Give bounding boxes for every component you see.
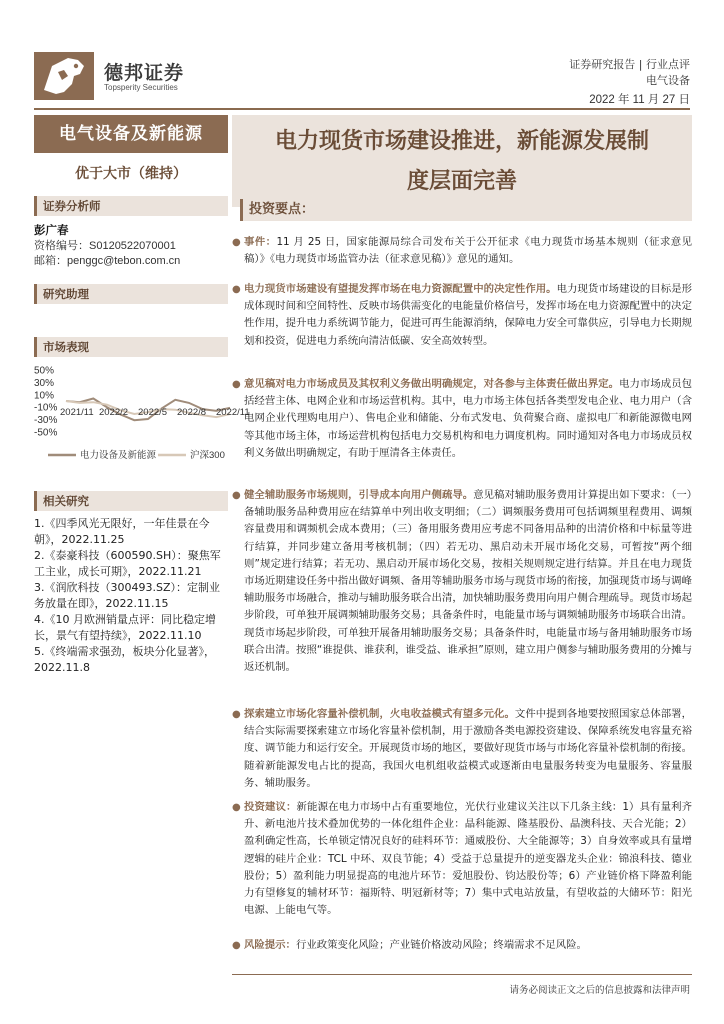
y-tick-label: -30% — [34, 415, 58, 427]
related-item[interactable]: 3.《润欣科技（300493.SZ）：定制业务放量在即》，2022.11.15 — [34, 581, 221, 610]
footer-disclaimer: 请务必阅读正文之后的信息披露和法律声明 — [509, 985, 690, 996]
investment-highlights-header: 投资要点： — [240, 199, 692, 221]
bullet-icon: ● — [232, 490, 241, 501]
title-line-1: 电力现货市场建设推进，新能源发展制 — [274, 128, 649, 154]
brand-logo-icon — [34, 52, 94, 100]
point-body: 行业政策变化风险；产业链价格波动风险；终端需求不足风险。 — [295, 939, 587, 951]
point-lead: 风险提示： — [244, 939, 296, 951]
related-item[interactable]: 5.《终端需求强劲，板块分化显著》，2022.11.8 — [34, 645, 215, 674]
point-body: 电力市场成员包括经营主体、电网企业和市场运营机构。其中，电力市场主体包括各类型发电企业、电力用户（含电网企业代理购电用户）、售电企业和储能、分布式发电、负荷聚合商、虚拟电厂和新能源微电网等其他市场主体，市场运营机构包括电力交易机构和电力调度机构。同时通知对各电力市场成员权利义务做出明确规定，有助于厘清各主体责任。 — [244, 378, 692, 459]
y-tick-label: -10% — [34, 402, 58, 414]
x-tick-label: 2022/8 — [177, 407, 207, 418]
point-lead: 探索建立市场化容量补偿机制，火电收益模式有望多元化。 — [244, 708, 515, 720]
point-risk — [232, 937, 692, 954]
bullet-icon: ● — [232, 379, 241, 390]
rating-label: 优于大市（维持） — [75, 166, 187, 182]
report-industry: 电气设备 — [646, 74, 690, 87]
related-item[interactable]: 2.《泰豪科技（600590.SH）：聚焦军工主业，成长可期》，2022.11.21 — [34, 549, 221, 578]
legend-label: 电力设备及新能源 — [80, 450, 157, 461]
point-lead: 意见稿对电力市场成员及其权利义务做出明确规定，对各参与主体责任做出界定。 — [244, 378, 620, 390]
y-tick-label: 30% — [34, 377, 55, 389]
point-body: 11 月 25 日，国家能源局综合司发布关于公开征求《电力现货市场基本规则（征求意见稿）》《电力现货市场监管办法（征求意见稿）》意见的通知。 — [244, 236, 692, 266]
bullet-icon: ● — [232, 940, 241, 951]
related-section-header: 相关研究 — [34, 491, 228, 511]
email-value[interactable]: penggc@tebon.com.cn — [67, 255, 181, 267]
y-tick-label: -50% — [34, 427, 58, 439]
point-body: 新能源在电力市场中占有重要地位，光伏行业建议关注以下几条主线：1）具有量利齐升、新电池片技术叠加优势的一体化组件企业：晶科能源、隆基股份、晶澳科技、天合光能；2）盈利确定性高，长单锁定情况良好的硅料环节：通威股份、大全能源等；3）自身效率或具有量增逻辑的硅片企业：TCL 中环、双良节能；4）受益于总量提升的逆变器龙头企业：锦浪科技、德业股份；5）盈利能力明显提高的电池片环节：爱旭股份、钧达股份等；6）产业链价格下降盈利能力有望修复的辅材环节：福斯特、明冠新材等；7）集中式电站放量，有望收益的大储环节：阳光电源、上能电气等。 — [244, 801, 692, 917]
point-event — [232, 234, 692, 268]
point-lead: 事件： — [244, 236, 277, 248]
market-performance-chart — [34, 362, 250, 472]
point-lead: 电力现货市场建设有望提发挥市场在电力资源配置中的决定性作用。 — [244, 283, 557, 295]
analyst-name: 彭广春 — [34, 223, 69, 237]
x-tick-label: 2022/11 — [216, 407, 250, 418]
point-lead: 投资建议： — [244, 801, 297, 813]
footer-divider — [232, 974, 692, 975]
point-investment-advice — [232, 799, 692, 919]
analyst-section-header: 证券分析师 — [34, 196, 228, 216]
point-capacity-compensation — [232, 706, 693, 792]
point-lead: 健全辅助服务市场规则，引导成本向用户侧疏导。 — [244, 489, 474, 501]
bullet-icon: ● — [232, 237, 241, 248]
qualification-label: 资格编号： — [34, 239, 89, 252]
point-ancillary-services — [232, 487, 692, 676]
brand-name-en: Topsperity Securities — [104, 83, 178, 92]
y-tick-label: 10% — [34, 390, 55, 402]
point-spot-market — [232, 281, 692, 350]
market-section-header: 市场表现 — [34, 337, 228, 357]
assistant-section-header: 研究助理 — [34, 284, 228, 304]
title-line-2: 度层面完善 — [406, 168, 517, 194]
point-body: 电力现货市场建设的目标是形成体现时间和空间特性、反映市场供需变化的电能量价格信号，发挥市场在电力资源配置中的决定性作用，提升电力系统调节能力，促进可再生能源消纳，保障电力安全可靠供应，引导电力长期规划和投资，促进电力系统向清洁低碳、安全高效转型。 — [244, 283, 692, 347]
analyst-email — [34, 252, 180, 268]
related-item[interactable]: 4.《10 月欧洲销量点评：同比稳定增长，景气有望持续》，2022.11.10 — [34, 613, 216, 642]
x-tick-label: 2021/11 — [60, 407, 94, 418]
report-date: 2022 年 11 月 27 日 — [589, 94, 690, 106]
qualification-value: S0120522070001 — [89, 240, 176, 252]
point-body: 文件中提到各地要按照国家总体部署，结合实际需要探索建立市场化容量补偿机制，用于激励各类电源投资建设、保障系统发电容量充裕度、调节能力和运行安全。开展现货市场的地区，要做好现货市场与市场化容量补偿机制的衔接。随着新能源发电占比的提高，我国火电机组收益模式或逐渐由电量服务转变为电量服务、容量服务、辅助服务。 — [244, 708, 693, 789]
email-label: 邮箱： — [34, 254, 67, 267]
report-title — [232, 115, 692, 207]
sector-label: 电气设备及新能源 — [34, 115, 228, 153]
analyst-qualification — [34, 237, 176, 253]
header-divider — [34, 108, 690, 110]
x-tick-label: 2022/2 — [99, 407, 129, 418]
bullet-icon: ● — [232, 802, 241, 813]
related-research-list — [34, 516, 230, 676]
brand-name: 德邦证券 — [104, 62, 185, 84]
y-tick-label: 50% — [34, 365, 55, 377]
bullet-icon: ● — [232, 709, 241, 720]
related-item[interactable]: 1.《四季风光无限好，一年佳景在今朝》，2022.11.25 — [34, 517, 210, 546]
bullet-icon: ● — [232, 284, 241, 295]
legend-label: 沪深300 — [190, 450, 225, 461]
point-body: 意见稿对辅助服务费用计算提出如下要求：（一）备辅助服务品种费用应在结算单中列出收支明细；（二）调频服务费用可包括调频里程费用、调频容量费用和调频机会成本费用；（三）备用服务费用应考虑不同备用品种的出清价格和中标量等进行结算，并同步建立备用考核机制；（四）若无功、黑启动未开展市场化交易，可暂按“两个细则”规定进行结算；若无功、黑启动开展市场化交易，按相关规则规定进行结算。并且在电力现货市场近期建设任务中指出做好调频、备用等辅助服务市场与现货市场的衔接，加强现货市场与调峰辅助服务市场融合，推动与辅助服务联合出清，加快辅助服务费用向用户侧合理疏导。现货市场起步阶段，可单独开展调频辅助服务交易；具备条件时，电能量市场与调频辅助服务市场联合出清。现货市场起步阶段，可单独开展备用辅助服务交易；具备条件时，电能量市场与备用辅助服务市场联合出清。按照“谁提供、谁获利，谁受益、谁承担”原则，建立用户侧参与辅助服务费用的分摊与返还机制。 — [244, 489, 692, 674]
report-type: 证券研究报告 | 行业点评 — [569, 58, 690, 71]
x-tick-label: 2022/5 — [138, 407, 168, 418]
